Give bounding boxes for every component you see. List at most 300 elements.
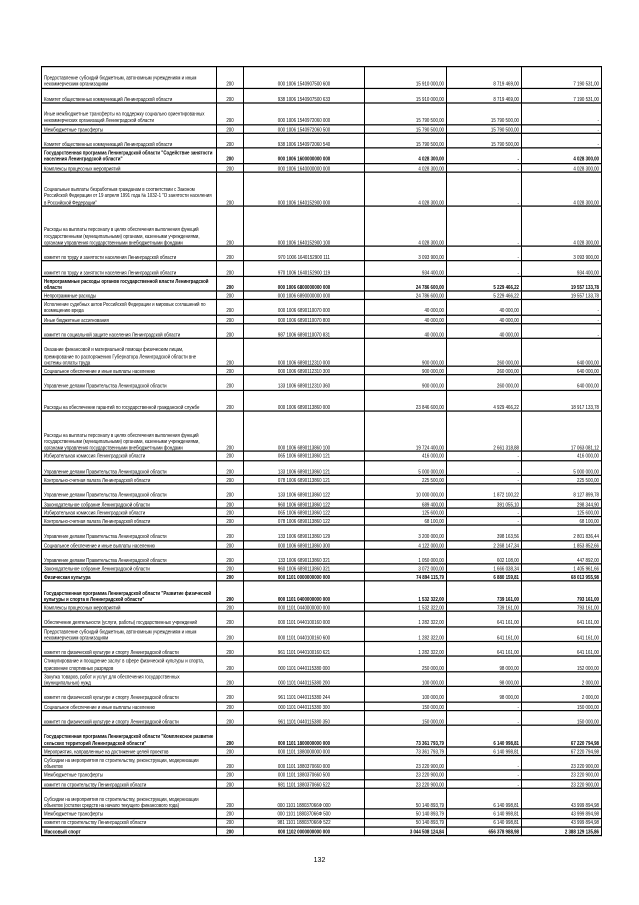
row-kbk: 000 1006 6890112310 000 <box>244 339 365 367</box>
table-row <box>42 818 602 827</box>
row-remaining: 19 557 133,78 <box>522 291 602 300</box>
row-executed: - <box>447 475 522 484</box>
row-code: 200 <box>217 475 244 484</box>
row-executed: - <box>447 516 522 525</box>
row-kbk: 000 1101 0400000000 000 <box>244 581 365 602</box>
table-row <box>42 261 602 276</box>
row-executed: 260 000,00 <box>447 375 522 390</box>
table-row <box>42 103 602 124</box>
table-row <box>42 573 602 582</box>
row-name: Государственная программа Ленинградской области "Развитие физической культуры и спорта в Ленинградской области" <box>42 581 217 602</box>
row-executed: - <box>447 460 522 475</box>
row-name: Комитет общественных коммуникаций Ленинградской области <box>42 133 217 148</box>
row-approved: 19 724 400,00 <box>365 411 447 451</box>
row-kbk: 961 1101 0440100160 621 <box>244 642 365 657</box>
row-executed: 5 229 466,22 <box>447 291 522 300</box>
row-approved: 4 122 000,00 <box>365 540 447 549</box>
row-code: 200 <box>217 818 244 827</box>
row-remaining: 150 000,00 <box>522 702 602 711</box>
row-name: комитет по физической культуре и спорту Ленинградской области <box>42 687 217 702</box>
row-code: 200 <box>217 300 244 315</box>
table-row <box>42 508 602 517</box>
row-approved: 1 282 322,00 <box>365 611 447 626</box>
row-remaining: - <box>522 300 602 315</box>
row-approved: 4 028 300,00 <box>365 172 447 206</box>
row-code: 200 <box>217 573 244 582</box>
row-approved: 23 220 900,00 <box>365 755 447 770</box>
row-name: Расходы на обеспечение гарантий по государственной гражданской службе <box>42 390 217 411</box>
table-row <box>42 366 602 375</box>
row-approved: 1 050 000,00 <box>365 549 447 564</box>
row-code: 200 <box>217 710 244 725</box>
row-approved: 4 028 300,00 <box>365 163 447 172</box>
row-executed: 98 000,00 <box>447 687 522 702</box>
row-kbk: 000 1006 6890112310 300 <box>244 366 365 375</box>
row-code: 200 <box>217 508 244 517</box>
row-approved: 5 000 000,00 <box>365 460 447 475</box>
table-row <box>42 725 602 746</box>
row-executed: 602 108,00 <box>447 549 522 564</box>
table-row <box>42 206 602 246</box>
row-executed: 8 719 469,00 <box>447 88 522 103</box>
table-row <box>42 315 602 324</box>
row-name: Управление делами Правительства Ленинградской области <box>42 375 217 390</box>
row-approved: 150 000,00 <box>365 702 447 711</box>
row-remaining: 152 000,00 <box>522 657 602 672</box>
row-kbk: 133 1006 6890113860 121 <box>244 460 365 475</box>
row-approved: 416 000,00 <box>365 452 447 461</box>
row-code: 200 <box>217 611 244 626</box>
row-remaining: 68 013 955,98 <box>522 573 602 582</box>
row-executed: 641 161,00 <box>447 642 522 657</box>
table-row <box>42 133 602 148</box>
table-row <box>42 525 602 540</box>
row-remaining: 17 063 081,12 <box>522 411 602 451</box>
row-kbk: 970 1006 1640152900 111 <box>244 246 365 261</box>
row-remaining: 641 161,00 <box>522 642 602 657</box>
row-executed: 4 929 466,22 <box>447 390 522 411</box>
table-row <box>42 747 602 756</box>
row-code: 200 <box>217 276 244 291</box>
row-remaining: 2 801 836,44 <box>522 525 602 540</box>
report-page <box>41 66 601 836</box>
row-name: Межбюджетные трансферты <box>42 124 217 133</box>
row-code: 200 <box>217 627 244 642</box>
table-row <box>42 687 602 702</box>
row-code: 200 <box>217 827 244 836</box>
row-code: 200 <box>217 206 244 246</box>
row-executed: 2 268 147,34 <box>447 540 522 549</box>
row-remaining: 4 028 300,00 <box>522 172 602 206</box>
row-kbk: 065 1006 6890113860 121 <box>244 452 365 461</box>
row-remaining: 4 028 300,00 <box>522 163 602 172</box>
row-remaining: 68 100,00 <box>522 516 602 525</box>
row-name: Исполнение судебных актов Российской Федерации и мировых соглашений по возмещению вреда <box>42 300 217 315</box>
row-code: 200 <box>217 687 244 702</box>
row-name: Предоставление субсидий бюджетным, автономным учреждениям и иным некоммерческим организациям <box>42 67 217 88</box>
row-remaining: - <box>522 133 602 148</box>
row-approved: 3 044 508 124,84 <box>365 827 447 836</box>
row-name: Обеспечение деятельности (услуги, работы) государственных учреждений <box>42 611 217 626</box>
row-approved: 4 028 300,00 <box>365 148 447 163</box>
table-row <box>42 702 602 711</box>
row-code: 200 <box>217 324 244 339</box>
row-kbk: 000 1101 1880370660 500 <box>244 770 365 779</box>
row-name: Управление делами Правительства Ленинградской области <box>42 549 217 564</box>
table-row <box>42 627 602 642</box>
row-executed: 15 790 500,00 <box>447 133 522 148</box>
row-remaining: 4 028 300,00 <box>522 206 602 246</box>
row-name: комитет по труду и занятости населения Ленинградской области <box>42 261 217 276</box>
row-executed: 98 000,00 <box>447 672 522 687</box>
row-executed: 40 000,00 <box>447 315 522 324</box>
row-executed: - <box>447 755 522 770</box>
row-approved: 3 093 900,00 <box>365 246 447 261</box>
row-name: комитет по труду и занятости населения Ленинградской области <box>42 246 217 261</box>
row-kbk: 133 1006 6890112310 360 <box>244 375 365 390</box>
row-kbk: 981 1101 188037066Ф 522 <box>244 818 365 827</box>
row-executed: 1 872 100,22 <box>447 484 522 499</box>
row-approved: 15 790 500,00 <box>365 124 447 133</box>
row-code: 200 <box>217 103 244 124</box>
row-code: 200 <box>217 747 244 756</box>
row-executed: - <box>447 246 522 261</box>
row-code: 200 <box>217 788 244 809</box>
row-kbk: 000 1006 1640000000 000 <box>244 163 365 172</box>
row-kbk: 960 1006 6890113860 321 <box>244 564 365 573</box>
row-remaining: 640 000,00 <box>522 366 602 375</box>
row-name: комитет по физической культуре и спорту Ленинградской области <box>42 710 217 725</box>
table-row <box>42 581 602 602</box>
table-row <box>42 124 602 133</box>
row-code: 200 <box>217 770 244 779</box>
row-approved: 40 000,00 <box>365 315 447 324</box>
row-name: Субсидии на мероприятия по строительству, реконструкции, модернизации объектов (остатки средств на начало текущего финансового года) <box>42 788 217 809</box>
row-kbk: 000 1102 0000000000 000 <box>244 827 365 836</box>
table-body <box>42 67 602 836</box>
row-remaining: 934 400,00 <box>522 261 602 276</box>
row-name: Закупка товаров, работ и услуг для обеспечения государственных (муниципальных) нужд <box>42 672 217 687</box>
row-name: Управление делами Правительства Ленинградской области <box>42 484 217 499</box>
row-executed: - <box>447 779 522 788</box>
row-kbk: 000 1101 1800000000 000 <box>244 725 365 746</box>
row-kbk: 000 1101 188037066Ф 500 <box>244 809 365 818</box>
row-approved: 23 220 900,00 <box>365 779 447 788</box>
row-remaining: 43 999 894,98 <box>522 788 602 809</box>
row-name: Социальное обеспечение и иные выплаты населению <box>42 702 217 711</box>
table-row <box>42 172 602 206</box>
table-row <box>42 770 602 779</box>
row-remaining: 640 000,00 <box>522 339 602 367</box>
table-row <box>42 827 602 836</box>
row-executed: 15 790 500,00 <box>447 124 522 133</box>
budget-execution-table <box>41 66 602 836</box>
row-code: 200 <box>217 702 244 711</box>
row-kbk: 065 1006 6890113860 122 <box>244 508 365 517</box>
row-kbk: 000 1101 188037066Ф 000 <box>244 788 365 809</box>
table-row <box>42 390 602 411</box>
row-approved: 100 000,00 <box>365 672 447 687</box>
row-remaining: 793 161,00 <box>522 581 602 602</box>
row-executed: - <box>447 770 522 779</box>
row-remaining: 23 220 900,00 <box>522 779 602 788</box>
row-kbk: 000 1101 0440115380 200 <box>244 672 365 687</box>
row-code: 200 <box>217 291 244 300</box>
table-row <box>42 452 602 461</box>
table-row <box>42 411 602 451</box>
row-approved: 23 846 600,00 <box>365 390 447 411</box>
row-kbk: 000 1006 1540907500 600 <box>244 67 365 88</box>
row-kbk: 133 1006 6890113860 122 <box>244 484 365 499</box>
row-name: Массовый спорт <box>42 827 217 836</box>
row-name: Законодательное собрание Ленинградской области <box>42 564 217 573</box>
row-kbk: 000 1101 0440115380 000 <box>244 657 365 672</box>
row-executed: - <box>447 508 522 517</box>
row-code: 200 <box>217 672 244 687</box>
row-approved: 1 282 322,00 <box>365 627 447 642</box>
row-kbk: 000 1006 6890113860 100 <box>244 411 365 451</box>
table-row <box>42 499 602 508</box>
table-row <box>42 339 602 367</box>
row-approved: 40 000,00 <box>365 300 447 315</box>
row-kbk: 938 1006 1540907500 633 <box>244 88 365 103</box>
row-remaining: 2 388 129 135,86 <box>522 827 602 836</box>
table-row <box>42 300 602 315</box>
row-approved: 689 400,00 <box>365 499 447 508</box>
row-kbk: 000 1101 0440100160 600 <box>244 627 365 642</box>
row-code: 200 <box>217 411 244 451</box>
table-row <box>42 603 602 612</box>
row-remaining: - <box>522 324 602 339</box>
row-approved: 4 028 300,00 <box>365 206 447 246</box>
row-executed: 40 000,00 <box>447 300 522 315</box>
row-kbk: 000 1006 6800000000 000 <box>244 276 365 291</box>
row-name: комитет по строительству Ленинградской области <box>42 779 217 788</box>
row-name: комитет по физической культуре и спорту Ленинградской области <box>42 642 217 657</box>
row-code: 200 <box>217 725 244 746</box>
row-kbk: 000 1101 0440115380 300 <box>244 702 365 711</box>
row-code: 200 <box>217 549 244 564</box>
row-name: комитет по строительству Ленинградской области <box>42 818 217 827</box>
row-code: 200 <box>217 603 244 612</box>
row-name: Оказание финансовой и материальной помощи физическим лицам, премирование по распоряжению Губернатора Ленинградской области вне системы оплаты труда <box>42 339 217 367</box>
row-remaining: - <box>522 124 602 133</box>
row-approved: 900 000,00 <box>365 366 447 375</box>
row-code: 200 <box>217 452 244 461</box>
row-name: Государственная программа Ленинградской области "Содействие занятости населения Ленинградской области" <box>42 148 217 163</box>
row-kbk: 078 1006 6890113860 121 <box>244 475 365 484</box>
row-approved: 1 532 322,00 <box>365 603 447 612</box>
row-executed: 40 000,00 <box>447 324 522 339</box>
row-kbk: 000 1101 0000000000 000 <box>244 573 365 582</box>
row-code: 200 <box>217 540 244 549</box>
row-code: 200 <box>217 516 244 525</box>
row-kbk: 960 1006 6890113860 122 <box>244 499 365 508</box>
row-code: 200 <box>217 779 244 788</box>
row-remaining: 23 220 900,00 <box>522 755 602 770</box>
table-row <box>42 460 602 475</box>
row-approved: 934 400,00 <box>365 261 447 276</box>
row-executed: - <box>447 452 522 461</box>
row-executed: - <box>447 206 522 246</box>
row-name: Комплексы процессных мероприятий <box>42 163 217 172</box>
row-remaining: 225 500,00 <box>522 475 602 484</box>
row-approved: 50 140 893,79 <box>365 818 447 827</box>
row-kbk: 961 1101 0440115380 244 <box>244 687 365 702</box>
table-row <box>42 148 602 163</box>
table-row <box>42 710 602 725</box>
row-code: 200 <box>217 809 244 818</box>
row-kbk: 000 1101 1880000000 000 <box>244 747 365 756</box>
row-approved: 250 000,00 <box>365 657 447 672</box>
row-name: Социальное обеспечение и иные выплаты населению <box>42 366 217 375</box>
table-row <box>42 788 602 809</box>
row-name: Комитет общественных коммуникаций Ленинградской области <box>42 88 217 103</box>
table-row <box>42 540 602 549</box>
row-approved: 3 200 000,00 <box>365 525 447 540</box>
row-executed: 1 666 038,34 <box>447 564 522 573</box>
row-remaining: 43 999 894,98 <box>522 818 602 827</box>
row-remaining: 641 161,00 <box>522 627 602 642</box>
row-name: Физическая культура <box>42 573 217 582</box>
row-name: Комплексы процессных мероприятий <box>42 603 217 612</box>
row-code: 200 <box>217 172 244 206</box>
table-row <box>42 755 602 770</box>
row-code: 200 <box>217 755 244 770</box>
row-kbk: 078 1006 6890113860 122 <box>244 516 365 525</box>
row-executed: 641 161,00 <box>447 611 522 626</box>
row-approved: 50 140 893,79 <box>365 788 447 809</box>
row-code: 200 <box>217 564 244 573</box>
table-row <box>42 324 602 339</box>
table-row <box>42 484 602 499</box>
row-executed: 739 161,00 <box>447 603 522 612</box>
row-kbk: 000 1006 6890110070 800 <box>244 315 365 324</box>
row-code: 200 <box>217 124 244 133</box>
row-executed: 6 880 159,81 <box>447 573 522 582</box>
row-code: 200 <box>217 339 244 367</box>
table-row <box>42 564 602 573</box>
row-kbk: 000 1006 6890110070 000 <box>244 300 365 315</box>
row-remaining: 7 190 531,00 <box>522 67 602 88</box>
row-name: комитет по социальной защите населения Ленинградской области <box>42 324 217 339</box>
row-remaining: 4 028 300,00 <box>522 148 602 163</box>
row-name: Межбюджетные трансферты <box>42 770 217 779</box>
row-code: 200 <box>217 88 244 103</box>
table-row <box>42 67 602 88</box>
row-approved: 1 532 322,00 <box>365 581 447 602</box>
row-name: Государственная программа Ленинградской области "Комплексное развитие сельских территорий Ленинградской области" <box>42 725 217 746</box>
row-remaining: - <box>522 103 602 124</box>
table-row <box>42 549 602 564</box>
row-approved: 3 072 000,00 <box>365 564 447 573</box>
table-row <box>42 809 602 818</box>
row-code: 200 <box>217 390 244 411</box>
row-remaining: 1 853 852,66 <box>522 540 602 549</box>
row-executed: - <box>447 702 522 711</box>
row-remaining: 1 405 961,66 <box>522 564 602 573</box>
row-approved: 24 786 600,00 <box>365 276 447 291</box>
row-kbk: 133 1006 6890113860 129 <box>244 525 365 540</box>
row-name: Непрограммные расходы органов государственной власти Ленинградской области <box>42 276 217 291</box>
row-approved: 15 790 500,00 <box>365 103 447 124</box>
row-executed: 398 163,56 <box>447 525 522 540</box>
row-approved: 73 361 793,79 <box>365 747 447 756</box>
row-executed: 6 140 998,81 <box>447 818 522 827</box>
table-row <box>42 375 602 390</box>
row-name: Социальные выплаты безработным гражданам в соответствии с Законом Российской Федерации от 19 апреля 1991 года № 1032-1 "О занятости населения в Российской Федерации" <box>42 172 217 206</box>
row-code: 200 <box>217 642 244 657</box>
row-approved: 40 000,00 <box>365 324 447 339</box>
row-executed: 5 229 466,22 <box>447 276 522 291</box>
row-executed: 6 140 998,81 <box>447 788 522 809</box>
row-name: Законодательное собрание Ленинградской области <box>42 499 217 508</box>
table-row <box>42 611 602 626</box>
row-kbk: 970 1006 1640152900 119 <box>244 261 365 276</box>
row-name: Социальное обеспечение и иные выплаты населению <box>42 540 217 549</box>
row-kbk: 000 1101 0440000000 000 <box>244 603 365 612</box>
row-code: 200 <box>217 148 244 163</box>
row-remaining: 125 600,00 <box>522 508 602 517</box>
row-code: 200 <box>217 499 244 508</box>
row-kbk: 000 1006 1640152900 000 <box>244 172 365 206</box>
row-name: Межбюджетные трансферты <box>42 809 217 818</box>
row-executed: 260 000,00 <box>447 339 522 367</box>
row-executed: 6 140 998,81 <box>447 725 522 746</box>
row-remaining: 18 917 133,78 <box>522 390 602 411</box>
row-remaining: 67 220 794,98 <box>522 747 602 756</box>
row-code: 200 <box>217 246 244 261</box>
row-kbk: 000 1006 1540972060 500 <box>244 124 365 133</box>
row-remaining: 5 000 000,00 <box>522 460 602 475</box>
row-name: Избирательная комиссия Ленинградской области <box>42 452 217 461</box>
row-name: Субсидии на мероприятия по строительству, реконструкции, модернизации объектов <box>42 755 217 770</box>
row-executed: - <box>447 261 522 276</box>
row-name: Избирательная комиссия Ленинградской области <box>42 508 217 517</box>
row-approved: 125 600,00 <box>365 508 447 517</box>
table-row <box>42 779 602 788</box>
row-kbk: 000 1006 1600000000 000 <box>244 148 365 163</box>
row-code: 200 <box>217 525 244 540</box>
row-kbk: 981 1101 1880370660 522 <box>244 779 365 788</box>
row-kbk: 000 1006 6890000000 000 <box>244 291 365 300</box>
row-kbk: 938 1006 1540972060 540 <box>244 133 365 148</box>
row-executed: 391 055,10 <box>447 499 522 508</box>
row-approved: 23 220 900,00 <box>365 770 447 779</box>
row-remaining: 7 190 531,00 <box>522 88 602 103</box>
row-code: 200 <box>217 375 244 390</box>
row-approved: 50 140 893,79 <box>365 809 447 818</box>
row-remaining: 150 000,00 <box>522 710 602 725</box>
row-code: 200 <box>217 133 244 148</box>
row-executed: 15 790 500,00 <box>447 103 522 124</box>
row-remaining: - <box>522 315 602 324</box>
page-number: 132 <box>313 857 326 864</box>
row-approved: 900 000,00 <box>365 375 447 390</box>
row-executed: 2 661 318,88 <box>447 411 522 451</box>
row-code: 200 <box>217 163 244 172</box>
row-executed: 656 378 988,98 <box>447 827 522 836</box>
row-name: Иные бюджетные ассигнования <box>42 315 217 324</box>
row-name: Непрограммные расходы <box>42 291 217 300</box>
row-remaining: 3 093 900,00 <box>522 246 602 261</box>
row-code: 200 <box>217 261 244 276</box>
row-remaining: 298 344,90 <box>522 499 602 508</box>
table-row <box>42 163 602 172</box>
row-name: Контрольно-счетная палата Ленинградской области <box>42 516 217 525</box>
row-remaining: 416 000,00 <box>522 452 602 461</box>
row-code: 200 <box>217 657 244 672</box>
